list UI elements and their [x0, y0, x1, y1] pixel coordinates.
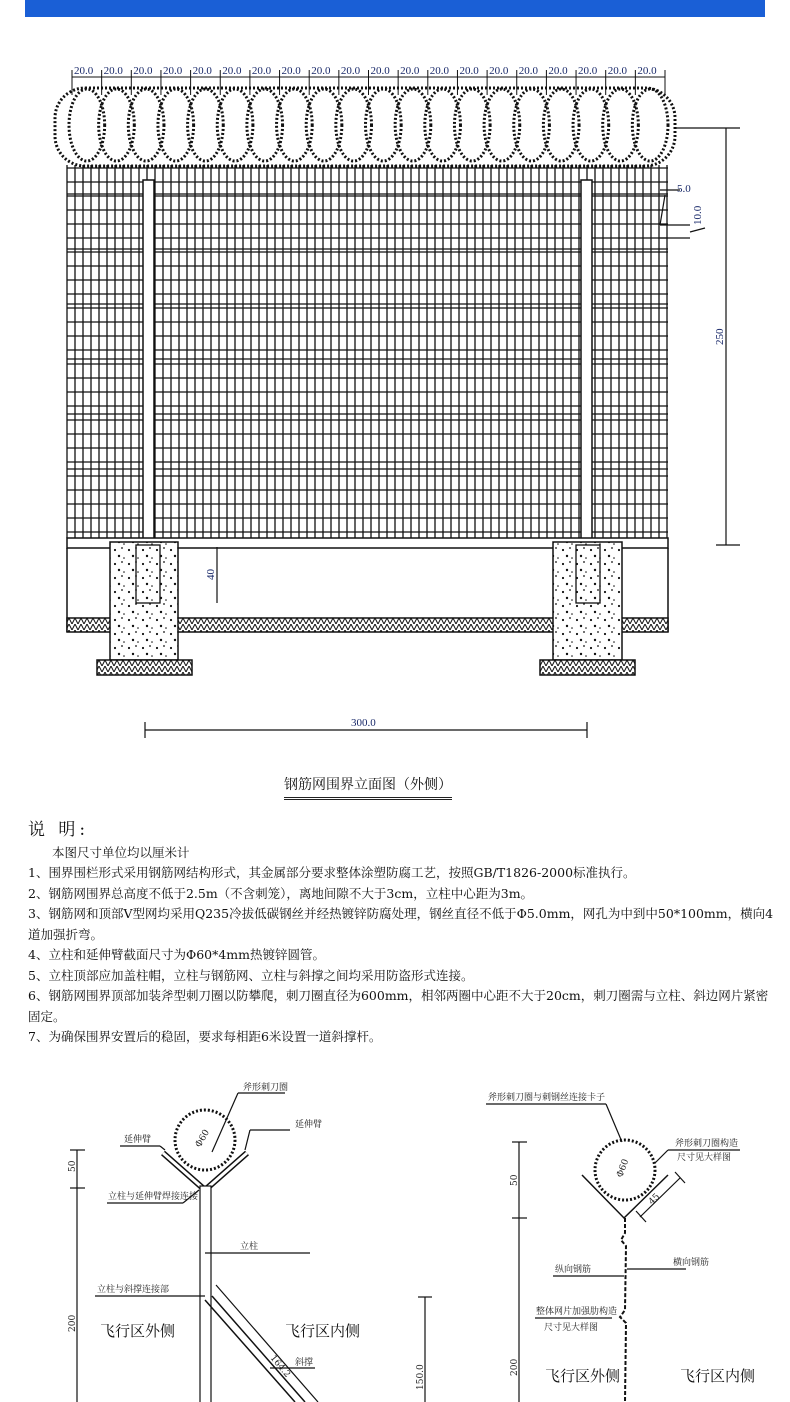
coil-spacing-label: 20.0: [133, 65, 153, 77]
label-diameter-left: Φ60: [193, 1128, 213, 1150]
coil-spacing-label: 20.0: [74, 65, 94, 77]
span-label: 300.0: [351, 717, 376, 729]
notes-section: [28, 820, 778, 1048]
label-dim-brace-height: 150.0: [416, 1364, 426, 1390]
label-arm-right: 延伸臂: [295, 1120, 323, 1130]
coil-dimensions: [72, 65, 665, 95]
height-label: 250: [714, 328, 726, 345]
notes-intro: 本图尺寸单位均以厘米计: [52, 844, 190, 860]
label-brace-length: 164.2: [267, 1353, 292, 1380]
label-rib-ref: 尺寸见大样图: [544, 1323, 599, 1333]
label-outside-left: 飞行区外侧: [100, 1322, 176, 1340]
coil-spacing-label: 20.0: [548, 65, 568, 77]
coil-spacing-label: 20.0: [607, 65, 627, 77]
coil-spacing-label: 20.0: [222, 65, 242, 77]
razor-coil-row: [55, 88, 675, 166]
label-dim-top-left: 50: [68, 1160, 78, 1172]
label-coil-detail: 斧形刺刀圈构造: [675, 1139, 739, 1149]
coil-spacing-label: 20.0: [370, 65, 390, 77]
label-outside-right: 飞行区外侧: [545, 1367, 621, 1385]
label-coil-detail-ref: 尺寸见大样图: [677, 1153, 732, 1163]
base-pad-right: [540, 660, 635, 675]
label-brace-joint: 立柱与斜撑连接部: [97, 1285, 170, 1295]
post-right: [581, 180, 592, 600]
label-brace: 斜撑: [295, 1358, 314, 1368]
mesh-width-label: 5.0: [677, 183, 691, 195]
coil-spacing-label: 20.0: [429, 65, 450, 77]
coil-spacing-label: 20.0: [518, 65, 538, 77]
label-dim-main-right: 200: [510, 1358, 520, 1376]
label-inside-right: 飞行区内侧: [680, 1367, 756, 1385]
label-razor-coil: 斧形刺刀圈: [243, 1083, 289, 1093]
coil-spacing-label: 20.0: [162, 65, 183, 77]
elevation-caption: 钢筋网围界立面图（外侧）: [284, 774, 452, 800]
coil-spacing-label: 20.0: [637, 65, 657, 77]
label-dim-top-right: 50: [510, 1174, 520, 1186]
mesh-height-label: 10.0: [692, 205, 704, 225]
coil-spacing-label: 20.0: [578, 65, 598, 77]
note-item: 1、围界围栏形式采用钢筋网结构形式，其金属部分要求整体涂塑防腐工艺，按照GB/T1826-2000标准执行。: [28, 865, 636, 880]
coil-spacing-label: 20.0: [489, 65, 509, 77]
footing-left: [110, 542, 178, 660]
note-item: 2、钢筋网围界总高度不低于2.5m（不含刺笼），离地间隙不大于3cm，立柱中心距为3m。: [28, 885, 534, 901]
label-arm-left: 延伸臂: [124, 1135, 152, 1145]
coil-spacing-label: 20.0: [103, 65, 123, 77]
label-rib: 整体网片加强肋构造: [536, 1307, 618, 1317]
note-item: 3、钢筋网和顶部V型网均采用Q235冷拔低碳钢丝并经热镀锌防腐处理，钢丝直径不低于Φ5.0mm，网孔为中到中50*100mm，横向4道加强折弯。: [28, 906, 774, 942]
post-left: [143, 180, 154, 600]
notes-heading: 说 明:: [28, 820, 90, 840]
coil-spacing-label: 20.0: [459, 65, 479, 77]
label-post: 立柱: [240, 1242, 259, 1252]
label-arm-length: 45: [647, 1191, 663, 1208]
mesh-panel: [67, 165, 668, 538]
gap-label: 40: [205, 569, 217, 580]
label-diameter-right: Φ60: [615, 1157, 632, 1180]
label-vertical-bar: 纵向钢筋: [555, 1265, 592, 1275]
label-horizontal-bar: 横向钢筋: [673, 1258, 710, 1268]
coil-spacing-label: 20.0: [281, 65, 301, 77]
label-weld: 立柱与延伸臂焊接连接: [108, 1192, 199, 1202]
coil-spacing-label: 20.0: [400, 65, 420, 77]
coil-spacing-label: 20.0: [192, 65, 212, 77]
note-item: 7、为确保围界安置后的稳固，要求每相距6米设置一道斜撑杆。: [28, 1029, 382, 1044]
note-item: 4、立柱和延伸臂截面尺寸为Φ60*4mm热镀锌圆管。: [28, 947, 326, 962]
label-clip: 斧形刺刀圈与刺钢丝连接卡子: [488, 1093, 606, 1103]
note-item: 6、钢筋网围界顶部加装斧型刺刀圈以防攀爬，刺刀圈直径为600mm，相邻两圈中心距不大于20cm，刺刀圈需与立柱、斜边网片紧密固定。: [28, 988, 769, 1024]
footing-right: [553, 542, 622, 660]
base-pad-left: [97, 660, 192, 675]
label-inside-left: 飞行区内侧: [285, 1322, 361, 1340]
coil-spacing-label: 20.0: [340, 65, 361, 77]
note-item: 5、立柱顶部应加盖柱帽，立柱与钢筋网、立柱与斜撑之间均采用防盗形式连接。: [28, 967, 474, 983]
coil-spacing-label: 20.0: [251, 65, 272, 77]
razor-coil-loop: [69, 89, 105, 161]
coil-spacing-label: 20.0: [311, 65, 331, 77]
label-dim-main-left: 200: [68, 1314, 78, 1332]
